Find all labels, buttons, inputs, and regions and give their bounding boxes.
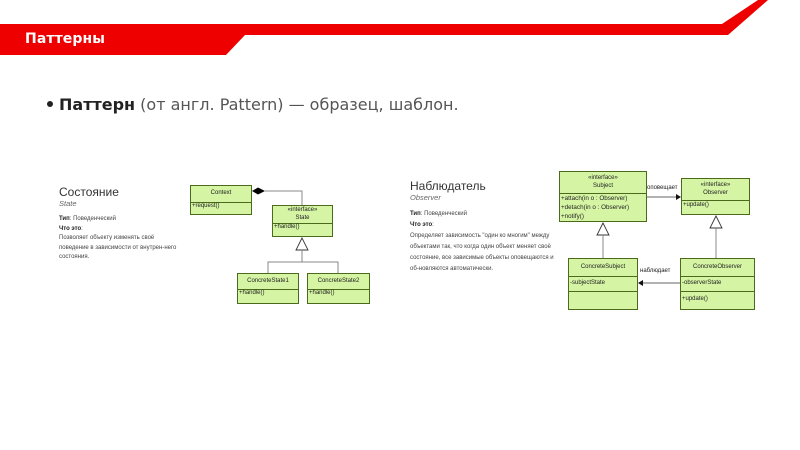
what-colon: : (432, 222, 434, 228)
uml-class-concrete-subject (568, 258, 638, 310)
inheritance-triangle-icon (296, 238, 308, 250)
class-name: State (295, 214, 310, 221)
class-member: +request() (192, 203, 220, 209)
slide-title: Паттерны (25, 31, 106, 47)
pattern-subtitle: State (59, 199, 77, 208)
type-label: Тип (410, 211, 421, 217)
class-member: +notify() (561, 213, 584, 220)
uml-class-concrete-state-1 (237, 273, 299, 304)
inheritance-branch (268, 262, 338, 273)
class-member: +handle() (239, 290, 265, 296)
class-attribute: -observerState (682, 280, 722, 286)
class-member: +handle() (309, 290, 335, 296)
class-operations (569, 292, 637, 309)
definition-text: (от англ. Pattern) — образец, шаблон. (135, 95, 459, 114)
class-header (238, 274, 298, 290)
uml-class-concrete-observer (680, 258, 755, 310)
uml-class-concrete-state-2 (307, 273, 370, 304)
class-attribute: -subjectState (570, 280, 606, 286)
what-label: Что это (410, 222, 433, 228)
composition-diamond-icon (252, 188, 265, 195)
pattern-description: Позволяет объекту изменять своё поведение в зависимости от внутрен-него состояния. (59, 235, 177, 261)
type-value: : Поведенческий (420, 211, 468, 217)
class-name: ConcreteObserver (692, 263, 743, 270)
pattern-title: Состояние (59, 185, 119, 199)
observes-arrow-icon (638, 280, 643, 286)
observer-inheritance-triangle-icon (710, 216, 722, 228)
pattern-subtitle: Observer (410, 193, 441, 202)
class-member: +attach(in o : Observer) (561, 195, 628, 202)
class-name: Subject (592, 182, 613, 189)
uml-class-subject (559, 171, 647, 222)
relation-label-notifies: оповещает (647, 185, 678, 191)
class-header (681, 259, 754, 277)
class-header (308, 274, 369, 290)
pattern-description: Определяет зависимость "один ко многим" между объектами так, что когда один объект меняет своё состояние, все зависимые объекты оповещаются и об-новляются автоматически. (410, 233, 554, 272)
what-colon: : (81, 225, 83, 232)
class-header (273, 206, 332, 224)
class-member: +update() (682, 296, 708, 302)
class-attributes (569, 277, 637, 292)
pattern-title: Наблюдатель (410, 179, 486, 193)
class-member: +handle() (274, 224, 300, 230)
class-header (191, 186, 251, 203)
uml-class-observer (681, 178, 750, 215)
what-label: Что это (59, 225, 82, 232)
composition-line (265, 191, 302, 205)
uml-class-context (190, 185, 252, 215)
class-stereotype: «interface» (588, 175, 618, 181)
class-attributes (681, 277, 754, 292)
class-header (569, 259, 637, 277)
class-member: +update() (683, 202, 709, 208)
definition-term: Паттерн (59, 95, 136, 114)
class-header (682, 179, 749, 201)
type-label: Тип (59, 216, 70, 222)
class-name: Observer (703, 189, 728, 196)
relation-label-observes: наблюдает (640, 268, 671, 274)
uml-class-state (272, 205, 333, 237)
type-value: : Поведенческий (69, 216, 117, 222)
class-member: +detach(in o : Observer) (561, 204, 630, 211)
class-name: ConcreteState1 (247, 277, 289, 284)
class-name: Context (210, 190, 232, 197)
class-header (560, 172, 646, 194)
subject-inheritance-triangle-icon (597, 223, 609, 235)
class-stereotype: «interface» (700, 182, 731, 188)
class-name: ConcreteSubject (580, 263, 626, 270)
class-name: ConcreteState2 (317, 277, 360, 284)
class-stereotype: «interface» (287, 207, 318, 213)
class-operations (681, 292, 754, 309)
